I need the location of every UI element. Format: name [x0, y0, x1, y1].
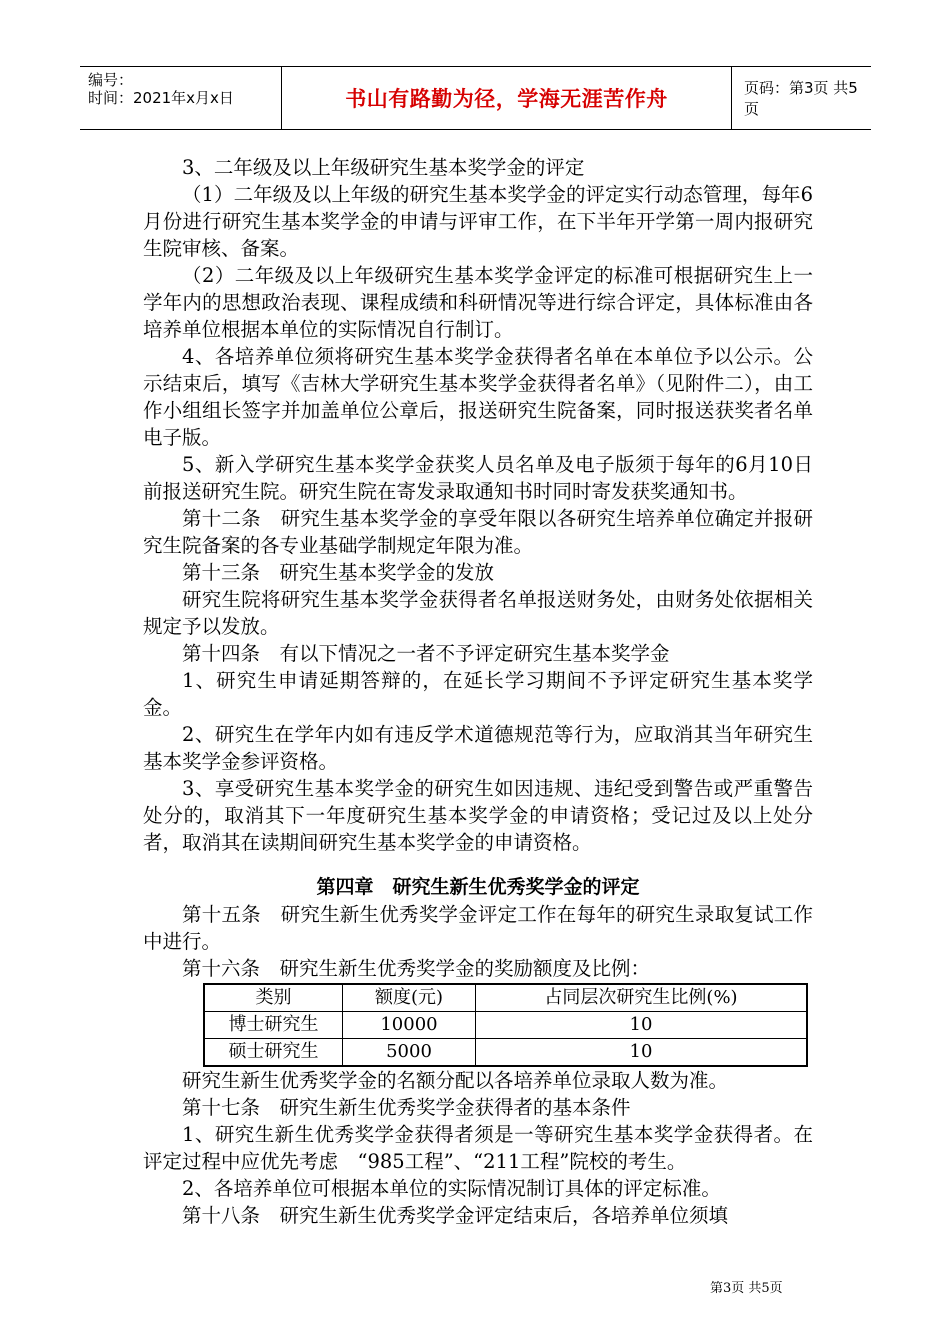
- document-body: [143, 154, 813, 1229]
- award-table: [203, 983, 808, 1067]
- article-17: 第十七条 研究生新生优秀奖学金获得者的基本条件: [182, 1096, 631, 1119]
- page-info: 页码：第3页 共5页: [744, 79, 858, 118]
- paragraph: 2、各培养单位可根据本单位的实际情况制订具体的评定标准。: [182, 1177, 721, 1200]
- paragraph: 研究生新生优秀奖学金的名额分配以各培养单位录取人数为准。: [182, 1069, 729, 1092]
- motto: 书山有路勤为径，学海无涯苦作舟: [345, 87, 668, 111]
- page-footer: 第3页 共5页: [710, 1281, 783, 1296]
- table-cell: 10: [476, 1012, 808, 1039]
- table-cell: 10: [476, 1039, 808, 1067]
- article-15: 第十五条 研究生新生优秀奖学金评定工作在每年的研究生录取复试工作中进行。: [143, 903, 813, 953]
- table-cell: 5000: [343, 1039, 476, 1067]
- article-13: 第十三条 研究生基本奖学金的发放: [182, 561, 495, 584]
- paragraph: 5、新入学研究生基本奖学金获奖人员名单及电子版须于每年的6月10日前报送研究生院。研究生院在寄发录取通知书时同时寄发获奖通知书。: [143, 453, 813, 503]
- article-14: 第十四条 有以下情况之一者不予评定研究生基本奖学金: [182, 642, 670, 665]
- table-header-cell: 额度(元): [343, 984, 476, 1012]
- number-label: 编号：: [88, 71, 134, 89]
- paragraph: 3、二年级及以上年级研究生基本奖学金的评定: [182, 156, 585, 179]
- table-row: [204, 1012, 807, 1039]
- header-left-cell: [80, 67, 282, 129]
- paragraph: 3、享受研究生基本奖学金的研究生如因违规、违纪受到警告或严重警告处分的，取消其下一年度研究生基本奖学金的申请资格；受记过及以上处分者，取消其在读期间研究生基本奖学金的申请资格。: [143, 777, 813, 854]
- chapter-title: 第四章 研究生新生优秀奖学金的评定: [316, 876, 640, 898]
- date-label: 时间：2021年x月x日: [88, 89, 234, 107]
- paragraph: （1）二年级及以上年级的研究生基本奖学金的评定实行动态管理，每年6月份进行研究生基本奖学金的申请与评审工作，在下半年开学第一周内报研究生院审核、备案。: [143, 183, 813, 260]
- article-18: 第十八条 研究生新生优秀奖学金评定结束后，各培养单位须填: [182, 1204, 729, 1227]
- paragraph: 1、研究生申请延期答辩的，在延长学习期间不予评定研究生基本奖学金。: [143, 669, 813, 719]
- header-motto-cell: [282, 67, 732, 129]
- table-header-row: [204, 984, 807, 1012]
- header-page-cell: [732, 67, 871, 129]
- paragraph: 研究生院将研究生基本奖学金获得者名单报送财务处，由财务处依据相关规定予以发放。: [143, 588, 813, 638]
- article-12: 第十二条 研究生基本奖学金的享受年限以各研究生培养单位确定并报研究生院备案的各专业基础学制规定年限为准。: [143, 507, 813, 557]
- table-cell: 硕士研究生: [204, 1039, 343, 1067]
- paragraph: 2、研究生在学年内如有违反学术道德规范等行为，应取消其当年研究生基本奖学金参评资格。: [143, 723, 813, 773]
- table-cell: 博士研究生: [204, 1012, 343, 1039]
- paragraph: 1、研究生新生优秀奖学金获得者须是一等研究生基本奖学金获得者。在评定过程中应优先考虑 “985工程”、“211工程”院校的考生。: [143, 1123, 813, 1173]
- table-cell: 10000: [343, 1012, 476, 1039]
- article-16: 第十六条 研究生新生优秀奖学金的奖励额度及比例：: [182, 957, 651, 980]
- table-header-cell: 占同层次研究生比例(%): [476, 984, 808, 1012]
- paragraph: 4、各培养单位须将研究生基本奖学金获得者名单在本单位予以公示。公示结束后，填写《吉林大学研究生基本奖学金获得者名单》（见附件二），由工作小组组长签字并加盖单位公章后，报送研究生院备案，同时报送获奖者名单电子版。: [143, 345, 813, 449]
- table-header-cell: 类别: [204, 984, 343, 1012]
- paragraph: （2）二年级及以上年级研究生基本奖学金评定的标准可根据研究生上一学年内的思想政治表现、课程成绩和科研情况等进行综合评定，具体标准由各培养单位根据本单位的实际情况自行制订。: [143, 264, 813, 341]
- page-header: [80, 66, 871, 130]
- table-row: [204, 1039, 807, 1067]
